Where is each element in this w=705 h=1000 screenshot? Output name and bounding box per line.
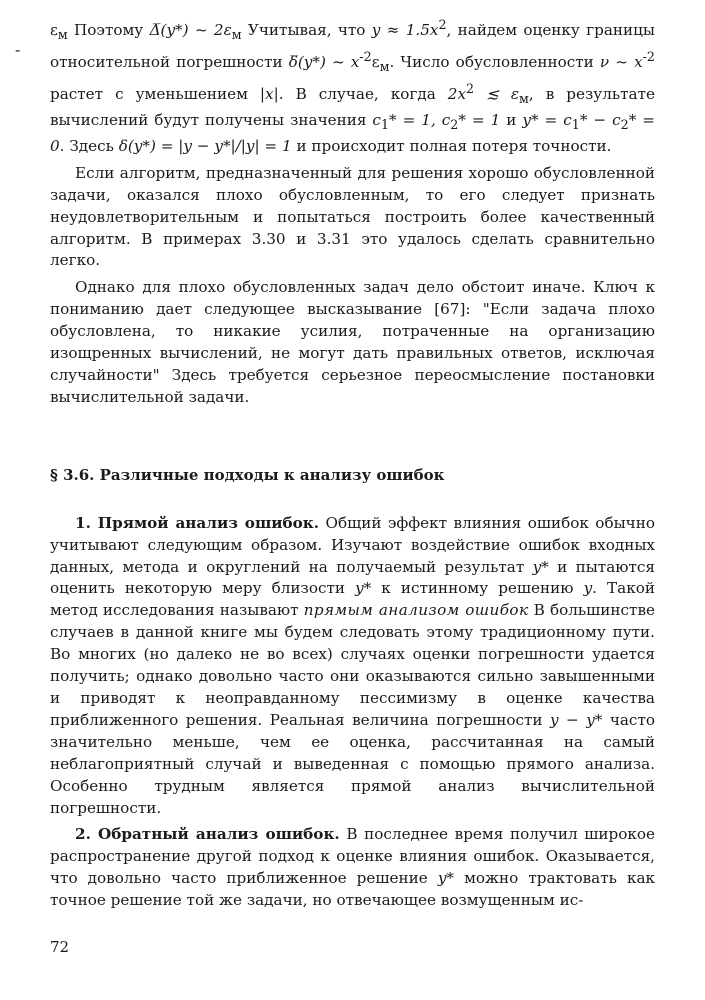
formula: δ(y*) = |y − y*|/|y| = 1 xyxy=(118,136,292,155)
intro-text: Учитывая, что xyxy=(241,21,372,40)
formula: |x| xyxy=(259,85,279,104)
formula: y − y* xyxy=(550,710,603,729)
formula: 1 xyxy=(571,117,580,133)
formula: 1 xyxy=(380,117,389,133)
formula: 2 xyxy=(450,117,459,133)
formula: * − c xyxy=(579,111,621,129)
body-text: В большинстве случаев в данной книге мы будем следовать этому традиционному пути. Во многих (но далеко не во всех) случаях оценки погрешности удается получить; однако довольно часто они оказываются сильно завышенными и приводят к неоправданному пессимизму в оценке качества приближенного решения. Реальная величина погрешности xyxy=(50,601,655,729)
paragraph-algorithm: Если алгоритм, предназначенный для решения хорошо обусловленной задачи, оказался плохо обусловленным, то его следует признать неудовлетворительным и попытаться построить более качественный алгоритм. В примерах 3.30 и 3.31 это удалось сделать сравнительно легко. xyxy=(50,163,655,270)
paragraph-ill-conditioned: Однако для плохо обусловленных задач дело обстоит иначе. Ключ к пониманию дает следующее высказывание [67]: "Если задача плохо обусловлена, то никакие усилия, потраченные на организацию изощренных вычислений, не могут дать правильных ответов, исключая случайности" Здесь требуется серьезное переосмысление постановки вычислительной задачи. xyxy=(50,278,655,406)
paragraph-inverse-analysis xyxy=(50,824,655,912)
body-text: . Такой метод исследования называют xyxy=(50,579,655,620)
formula: y* = c xyxy=(522,111,572,129)
formula: м xyxy=(231,27,242,43)
formula: м xyxy=(519,91,529,107)
formula: м xyxy=(379,59,390,75)
body-text: и пытаются оценить некоторую меру близости xyxy=(50,557,655,598)
formula: y* xyxy=(437,869,454,888)
intro-text: растет с уменьшением xyxy=(50,85,260,104)
page-body xyxy=(50,14,655,912)
formula: y xyxy=(583,579,593,598)
formula: y* xyxy=(532,557,549,576)
formula: * = 0 xyxy=(50,111,655,155)
body-text: Общий эффект влияния ошибок обычно учитывают следующим образом. Изучают воздействие ошибок входных данных, метода и округлений на получаемый результат xyxy=(50,513,655,576)
formula: c xyxy=(372,111,381,129)
intro-text: . Число обусловленности xyxy=(389,53,600,72)
direct-analysis-lead: 1. Прямой анализ ошибок. xyxy=(75,513,320,532)
formula: -2 xyxy=(642,49,655,64)
body-text: можно трактовать как точное решение той же задачи, но отвечающее возмущенным ис- xyxy=(50,869,655,910)
intro-text: и xyxy=(500,111,523,129)
formula: ≲ ε xyxy=(474,85,520,104)
formula: 2 xyxy=(466,81,475,96)
formula: ε xyxy=(371,53,380,72)
intro-text: Поэтому xyxy=(67,21,150,40)
intro-text: . В случае, когда xyxy=(278,85,448,104)
formula: * = 1, c xyxy=(389,111,451,129)
intro-text: м xyxy=(57,27,68,43)
formula: δ̅(y*) ~ x xyxy=(288,53,360,72)
emphasized-term: прямым анализом ошибок xyxy=(303,601,529,620)
formula: y* xyxy=(355,579,372,598)
section-title: § 3.6. Различные подходы к анализу ошибок xyxy=(50,465,445,484)
formula: ν ~ x xyxy=(599,53,643,72)
body-text: к истинному решению xyxy=(371,579,584,598)
inverse-analysis-lead: 2. Обратный анализ ошибок. xyxy=(75,825,340,844)
formula: 2 xyxy=(438,17,447,32)
page-number: 72 xyxy=(50,938,70,956)
formula: -2 xyxy=(359,49,372,64)
formula: Δ̅(y*) ~ 2ε xyxy=(149,21,232,40)
body-text: часто значительно меньше, чем ее оценка, рассчитанная на самый неблагоприятный случай и выведенная с помощью прямого анализа. Особенно трудным является прямой анализ вычислительной погрешности. xyxy=(50,710,655,817)
formula: * = 1 xyxy=(458,111,501,129)
body-text: В последнее время получил широкое распространение другой подход к оценке влияния ошибок. Оказывается, что довольно часто приближенное решение xyxy=(50,825,655,888)
formula: y ≈ 1.5x xyxy=(371,21,439,40)
intro-text: , найдем оценку границы относительной погрешности xyxy=(50,21,656,72)
intro-paragraph xyxy=(50,14,655,158)
margin-mark: - xyxy=(15,40,21,59)
intro-text: и происходит полная потеря точности. xyxy=(291,136,612,155)
intro-text: . Здесь xyxy=(59,136,119,155)
intro-text: , в результате вычислений будут получены значения xyxy=(50,85,655,129)
formula: 2 xyxy=(620,117,629,133)
formula: 2x xyxy=(447,85,467,104)
paragraph-direct-analysis xyxy=(50,513,655,820)
intro-text: ε xyxy=(50,21,58,40)
